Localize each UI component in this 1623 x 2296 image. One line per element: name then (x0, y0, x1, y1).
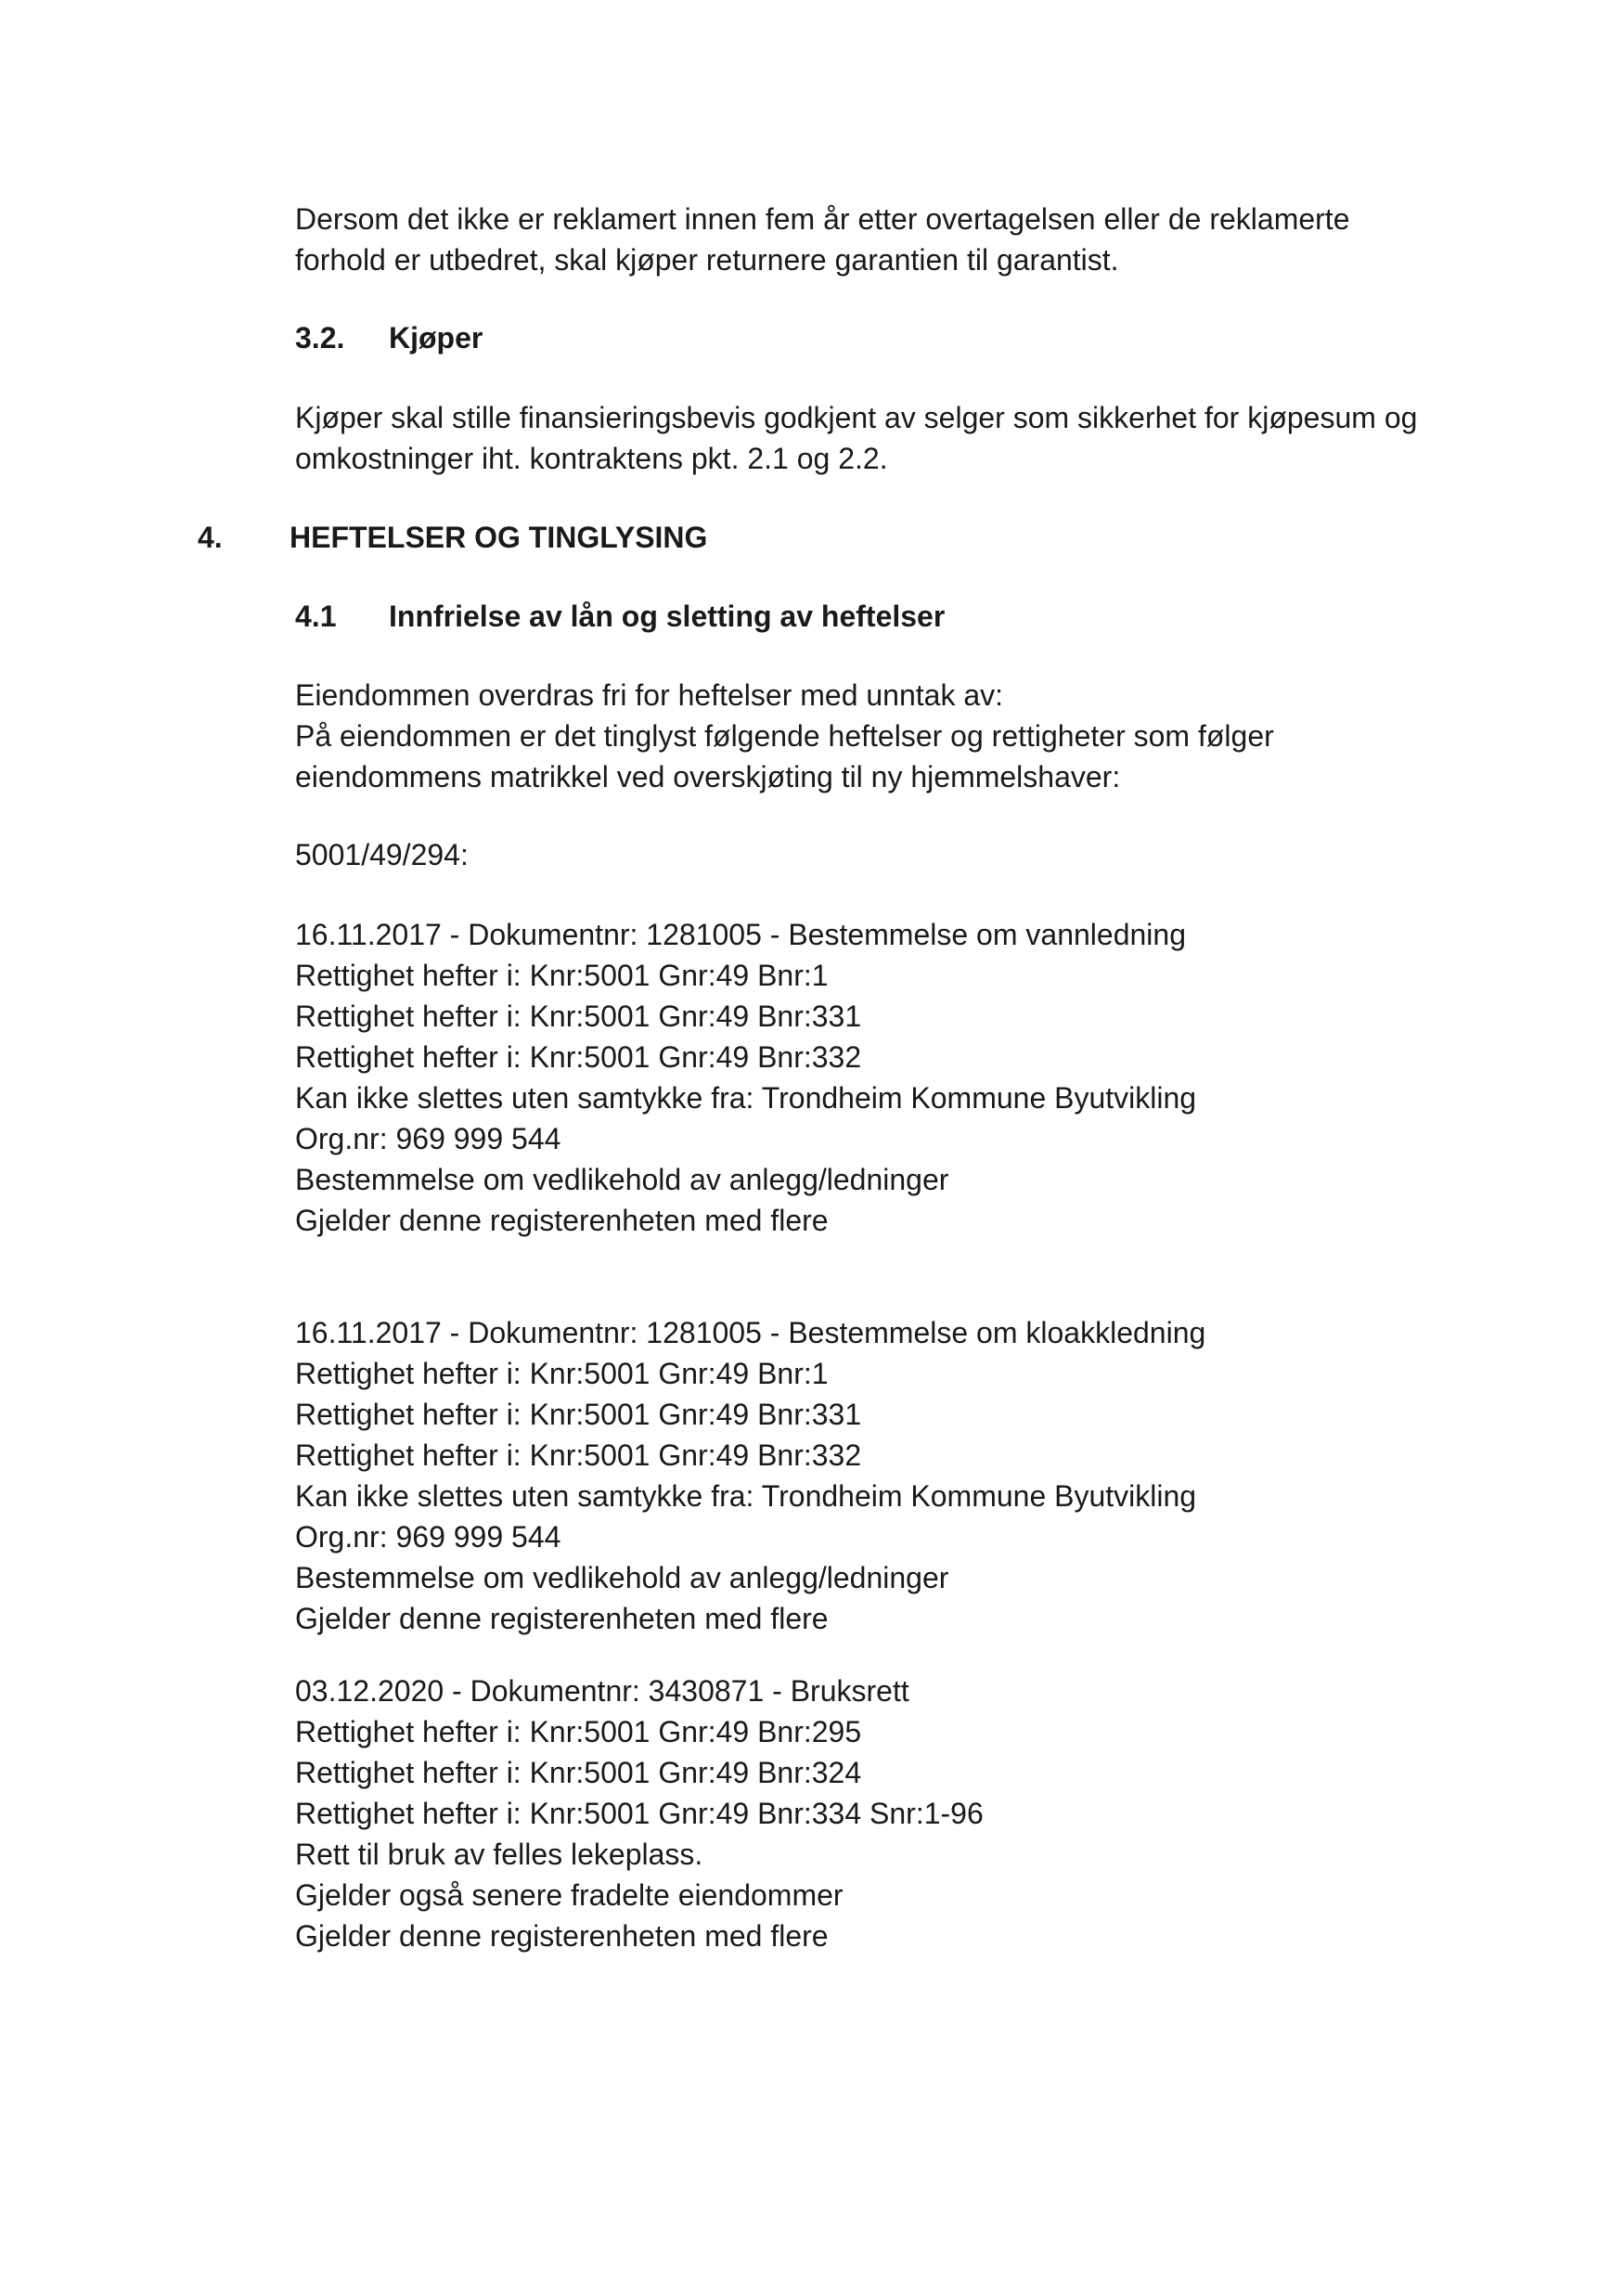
entry-line: Kan ikke slettes uten samtykke fra: Trondheim Kommune Byutvikling (295, 1479, 1197, 1513)
section-3-2-paragraph (295, 397, 1464, 479)
property-id-text: 5001/49/294: (295, 838, 469, 871)
section-3-2-heading (295, 317, 852, 358)
paragraph-line: Kjøper skal stille finansieringsbevis godkjent av selger som sikkerhet for kjøpesum og (295, 401, 1418, 434)
section-number: 3.2. (295, 321, 345, 355)
entry-line: Rettighet hefter i: Knr:5001 Gnr:49 Bnr:334 Snr:1-96 (295, 1797, 984, 1830)
paragraph-line: På eiendommen er det tinglyst følgende heftelser og rettigheter som følger (295, 719, 1274, 753)
entry-line: Org.nr: 969 999 544 (295, 1122, 561, 1155)
entry-line: Bestemmelse om vedlikehold av anlegg/ledninger (295, 1561, 949, 1594)
entry-line: 16.11.2017 - Dokumentnr: 1281005 - Bestemmelse om kloakkledning (295, 1316, 1206, 1349)
intro-paragraph (295, 199, 1464, 280)
entry-line: Org.nr: 969 999 544 (295, 1520, 561, 1554)
entry-line: 16.11.2017 - Dokumentnr: 1281005 - Bestemmelse om vannledning (295, 918, 1186, 951)
entry-line: Rett til bruk av felles lekeplass. (295, 1838, 703, 1871)
section-4-1-paragraph (295, 675, 1464, 797)
entry-line: Rettighet hefter i: Knr:5001 Gnr:49 Bnr:331 (295, 1000, 862, 1033)
section-number: 4. (198, 521, 223, 554)
section-number: 4.1 (295, 600, 337, 633)
entry-line: Rettighet hefter i: Knr:5001 Gnr:49 Bnr:332 (295, 1438, 862, 1472)
section-title: Innfrielse av lån og sletting av heftelser (389, 600, 946, 633)
entry-line: Gjelder også senere fradelte eiendommer (295, 1878, 844, 1912)
paragraph-line: omkostninger iht. kontraktens pkt. 2.1 og 2.2. (295, 442, 888, 475)
section-4-heading (198, 517, 1033, 558)
entry-line: Rettighet hefter i: Knr:5001 Gnr:49 Bnr:324 (295, 1756, 862, 1789)
entry-line: Rettighet hefter i: Knr:5001 Gnr:49 Bnr:332 (295, 1040, 862, 1074)
entry-line: 03.12.2020 - Dokumentnr: 3430871 - Bruksrett (295, 1674, 909, 1708)
paragraph-line: eiendommens matrikkel ved overskjøting til ny hjemmelshaver: (295, 760, 1121, 793)
section-4-1-heading (295, 596, 1130, 637)
intro-line: Dersom det ikke er reklamert innen fem år etter overtagelsen eller de reklamerte (295, 202, 1350, 236)
encumbrance-entry (295, 1312, 1464, 1639)
paragraph-line: Eiendommen overdras fri for heftelser med unntak av: (295, 678, 1004, 712)
entry-line: Gjelder denne registerenheten med flere (295, 1204, 829, 1237)
section-title: HEFTELSER OG TINGLYSING (290, 521, 708, 554)
entry-line: Gjelder denne registerenheten med flere (295, 1919, 829, 1953)
encumbrance-entry (295, 1670, 1464, 1956)
section-title: Kjøper (389, 321, 483, 355)
entry-line: Gjelder denne registerenheten med flere (295, 1602, 829, 1635)
entry-line: Rettighet hefter i: Knr:5001 Gnr:49 Bnr:1 (295, 959, 829, 992)
encumbrance-entry (295, 914, 1464, 1241)
entry-line: Rettighet hefter i: Knr:5001 Gnr:49 Bnr:295 (295, 1715, 862, 1748)
entry-line: Bestemmelse om vedlikehold av anlegg/ledninger (295, 1163, 949, 1196)
property-id (295, 834, 1464, 875)
entry-line: Rettighet hefter i: Knr:5001 Gnr:49 Bnr:331 (295, 1398, 862, 1431)
intro-line: forhold er utbedret, skal kjøper returnere garantien til garantist. (295, 243, 1119, 277)
entry-line: Rettighet hefter i: Knr:5001 Gnr:49 Bnr:1 (295, 1357, 829, 1390)
entry-line: Kan ikke slettes uten samtykke fra: Trondheim Kommune Byutvikling (295, 1081, 1197, 1115)
